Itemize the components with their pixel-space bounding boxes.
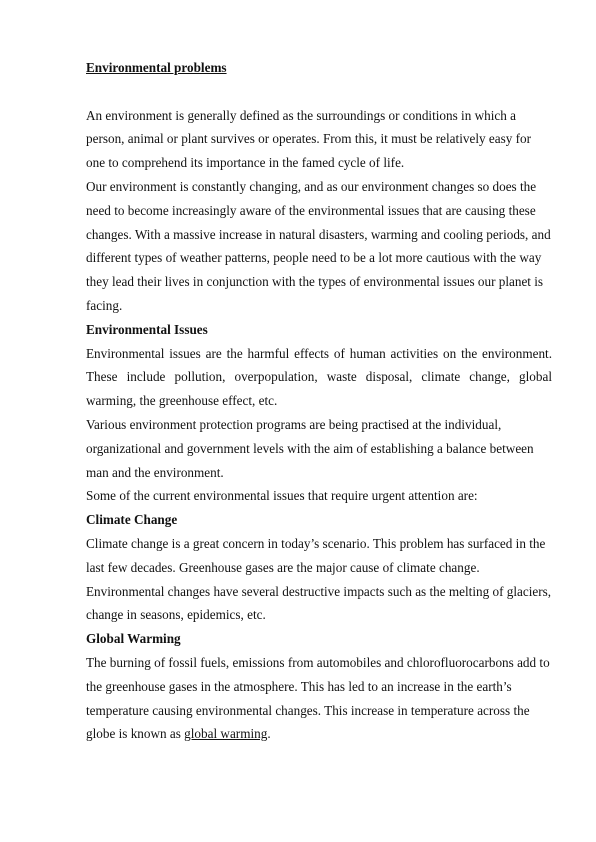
- spacer: [86, 80, 552, 104]
- issues-paragraph-1: Environmental issues are the harmful effects of human activities on the environment. These include pollution, overpopulation, waste disposal, climate change, global warming, the greenhouse effect, etc.: [86, 345, 552, 409]
- document-body: [86, 56, 552, 746]
- issues-paragraph-3: Some of the current environmental issues that require urgent attention are:: [86, 488, 478, 504]
- warming-paragraph: [86, 651, 552, 746]
- document-title: Environmental problems: [86, 60, 227, 75]
- global-warming-link[interactable]: global warming: [184, 726, 268, 742]
- warming-paragraph-text: The burning of fossil fuels, emissions from automobiles and chlorofluorocarbons add to the greenhouse gases in the atmosphere. This has led to an increase in the earth’s temperature causing environmental changes. This increase in temperature across the globe is known as: [86, 654, 550, 742]
- intro-paragraph-2: Our environment is constantly changing, and as our environment changes so does the need to become increasingly aware of the environmental issues that are causing these changes. With a massive increase in natural disasters, warming and cooling periods, and different types of weather patterns, people need to be a lot more cautious with the way they lead their lives in conjunction with the types of environmental issues our planet is facing.: [86, 178, 551, 313]
- heading-environmental-issues: Environmental Issues: [86, 321, 208, 337]
- warming-paragraph-end: .: [267, 726, 271, 742]
- issues-paragraph-2: Various environment protection programs are being practised at the individual, organizational and government levels with the aim of establishing a balance between man and the environment.: [86, 416, 534, 480]
- heading-climate-change: Climate Change: [86, 512, 178, 528]
- intro-paragraph-1: An environment is generally defined as the surroundings or conditions in which a person, animal or plant survives or operates. From this, it must be relatively easy for one to comprehend its importance in the famed cycle of life.: [86, 107, 531, 171]
- climate-paragraph: Climate change is a great concern in today’s scenario. This problem has surfaced in the last few decades. Greenhouse gases are the major cause of climate change. Environmental changes have several destructive impacts such as the melting of glaciers, change in seasons, epidemics, etc.: [86, 535, 552, 623]
- heading-global-warming: Global Warming: [86, 631, 181, 647]
